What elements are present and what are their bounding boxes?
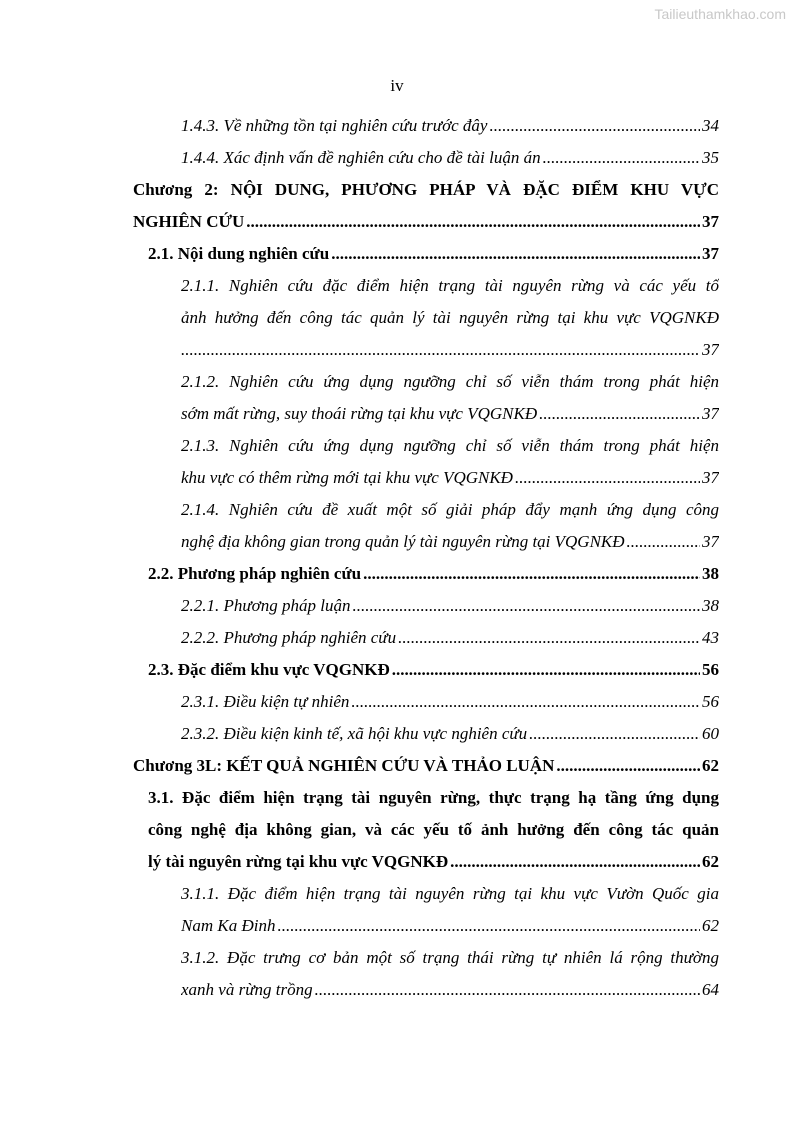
toc-chapter-2-line1[interactable]: Chương 2: NỘI DUNG, PHƯƠNG PHÁP VÀ ĐẶC ĐIỂM KHU VỰC <box>133 180 719 199</box>
toc-entry-page: 62 <box>702 916 719 935</box>
toc-section-2-1[interactable] <box>148 238 719 270</box>
toc-entry-2-1-1-line2[interactable]: ảnh hưởng đến công tác quản lý tài nguyên rừng tại khu vực VQGNKĐ <box>181 308 719 327</box>
toc-entry-label: xanh và rừng trồng <box>181 980 313 999</box>
toc-entry-page: 37 <box>702 340 719 359</box>
toc-section-3-1-line1[interactable]: 3.1. Đặc điểm hiện trạng tài nguyên rừng, thực trạng hạ tầng ứng dụng <box>148 788 719 807</box>
toc-entry-label: 2.1. Nội dung nghiên cứu <box>148 244 330 263</box>
toc-entry-label: NGHIÊN CỨU <box>133 212 245 231</box>
toc-entry-label: 2.3. Đặc điểm khu vực VQGNKĐ <box>148 660 390 679</box>
toc-entry-page: 38 <box>702 596 719 615</box>
toc-entry-3-1-1[interactable] <box>181 910 719 942</box>
toc-entry-page: 34 <box>702 116 719 135</box>
toc-entry-label: 1.4.4. Xác định vấn đề nghiên cứu cho đề tài luận án <box>181 148 541 167</box>
toc-entry-page: 37 <box>702 244 719 263</box>
toc-chapter-3[interactable] <box>133 750 719 782</box>
toc-entry-page: 43 <box>702 628 719 647</box>
watermark: Tailieuthamkhao.com <box>654 6 786 22</box>
toc-entry-label: 2.2. Phương pháp nghiên cứu <box>148 564 362 583</box>
toc-entry-2-1-3-line1[interactable]: 2.1.3. Nghiên cứu ứng dụng ngưỡng chỉ số viễn thám trong phát hiện <box>181 436 719 455</box>
toc-entry-2-3-2[interactable] <box>181 718 719 750</box>
toc-entry-3-1-1-line1[interactable]: 3.1.1. Đặc điểm hiện trạng tài nguyên rừng tại khu vực Vườn Quốc gia <box>181 884 719 903</box>
toc-entry-label: 1.4.3. Về những tồn tại nghiên cứu trước đây <box>181 116 488 135</box>
toc-entry-2-1-3[interactable] <box>181 462 719 494</box>
toc-entry-page: 38 <box>702 564 719 583</box>
toc-entry-2-1-1[interactable] <box>181 334 719 366</box>
toc-entry-page: 56 <box>702 660 719 679</box>
toc-section-3-1[interactable] <box>148 846 719 878</box>
toc-entry-label: 2.2.1. Phương pháp luận <box>181 596 351 615</box>
toc-entry-1-4-4[interactable] <box>181 142 719 174</box>
toc-entry-label: lý tài nguyên rừng tại khu vực VQGNKĐ <box>148 852 449 871</box>
toc-entry-2-1-4-line1[interactable]: 2.1.4. Nghiên cứu đề xuất một số giải pháp đẩy mạnh ứng dụng công <box>181 500 719 519</box>
toc-entry-page: 64 <box>702 980 719 999</box>
toc-entry-label: sớm mất rừng, suy thoái rừng tại khu vực VQGNKĐ <box>181 404 538 423</box>
toc-entry-2-1-2[interactable] <box>181 398 719 430</box>
toc-entry-2-1-2-line1[interactable]: 2.1.2. Nghiên cứu ứng dụng ngưỡng chỉ số viễn thám trong phát hiện <box>181 372 719 391</box>
toc-entry-label: nghệ địa không gian trong quản lý tài nguyên rừng tại VQGNKĐ <box>181 532 625 551</box>
toc-entry-page: 37 <box>702 212 719 231</box>
toc-chapter-2[interactable] <box>133 206 719 238</box>
toc-entry-page: 60 <box>702 724 719 743</box>
toc-entry-2-3-1[interactable] <box>181 686 719 718</box>
toc-entry-label: Nam Ka Đinh <box>181 916 276 935</box>
toc-entry-label: 2.2.2. Phương pháp nghiên cứu <box>181 628 397 647</box>
toc-entry-page: 62 <box>702 852 719 871</box>
toc-entry-page: 62 <box>702 756 719 775</box>
toc-entry-2-1-4[interactable] <box>181 526 719 558</box>
toc-section-3-1-line2[interactable]: công nghệ địa không gian, và các yếu tố ảnh hưởng đến công tác quản <box>148 820 719 839</box>
toc-entry-3-1-2[interactable] <box>181 974 719 1006</box>
toc-entry-2-1-1-line1[interactable]: 2.1.1. Nghiên cứu đặc điểm hiện trạng tài nguyên rừng và các yếu tố <box>181 276 719 295</box>
toc-entry-label: khu vực có thêm rừng mới tại khu vực VQGNKĐ <box>181 468 513 487</box>
toc-entry-page: 35 <box>702 148 719 167</box>
toc-section-2-3[interactable] <box>148 654 719 686</box>
page-number: iv <box>390 76 404 95</box>
toc-entry-1-4-3[interactable] <box>181 110 719 142</box>
toc-entry-page: 37 <box>702 404 719 423</box>
toc-entry-2-2-1[interactable] <box>181 590 719 622</box>
toc-entry-3-1-2-line1[interactable]: 3.1.2. Đặc trưng cơ bản một số trạng thái rừng tự nhiên lá rộng thường <box>181 948 719 967</box>
toc-entry-page: 37 <box>702 468 719 487</box>
toc-entry-label: Chương 3L: KẾT QUẢ NGHIÊN CỨU VÀ THẢO LUẬN <box>133 756 555 775</box>
toc-entry-2-2-2[interactable] <box>181 622 719 654</box>
toc-section-2-2[interactable] <box>148 558 719 590</box>
toc-entry-label: 2.3.2. Điều kiện kinh tế, xã hội khu vực nghiên cứu <box>181 724 528 743</box>
toc-entry-label: 2.3.1. Điều kiện tự nhiên <box>181 692 350 711</box>
toc-entry-page: 56 <box>702 692 719 711</box>
toc-entry-page: 37 <box>702 532 719 551</box>
